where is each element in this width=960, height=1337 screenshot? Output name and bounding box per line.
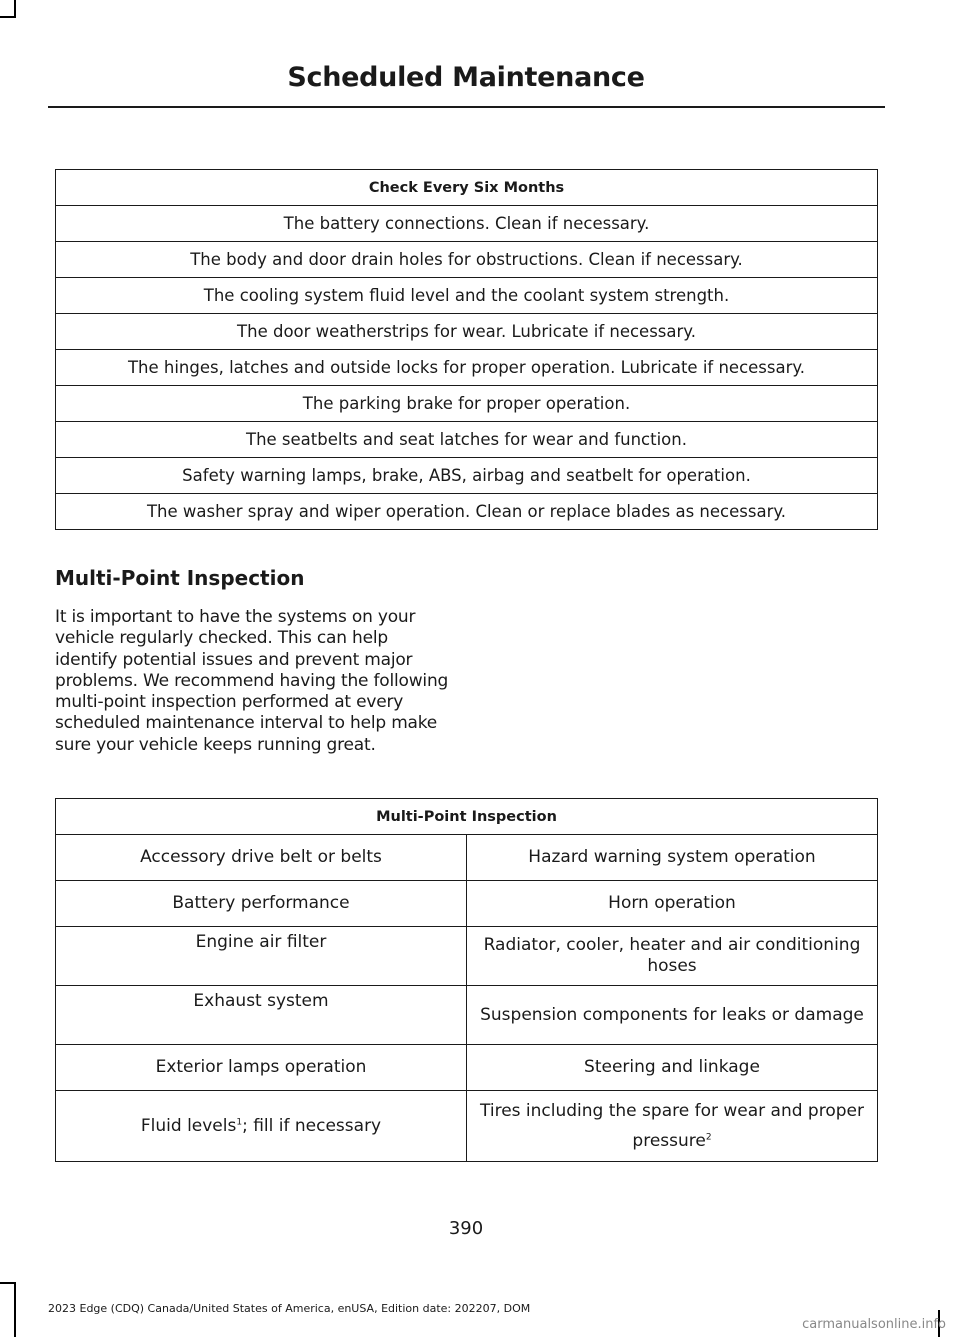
table-cell-left: Exterior lamps operation (56, 1045, 467, 1091)
page-number: 390 (448, 1218, 484, 1239)
crop-mark (0, 16, 16, 18)
table-row (56, 986, 878, 1045)
table-cell-right: Steering and linkage (467, 1045, 878, 1091)
footer-edition-info: 2023 Edge (CDQ) Canada/United States of America, enUSA, Edition date: 202207, DOM (48, 1302, 531, 1315)
table-row (56, 206, 878, 242)
table-row (56, 458, 878, 494)
table-cell-left: Accessory drive belt or belts (56, 835, 467, 881)
table-cell: The body and door drain holes for obstructions. Clean if necessary. (56, 242, 878, 278)
table-cell: The door weatherstrips for wear. Lubricate if necessary. (56, 314, 878, 350)
table-cell: The seatbelts and seat latches for wear and function. (56, 422, 878, 458)
table-cell-right: Suspension components for leaks or damage (467, 986, 878, 1045)
crop-mark (0, 1282, 16, 1284)
table-row (56, 1091, 878, 1162)
table-row (56, 881, 878, 927)
table-cell-left: Exhaust system (56, 986, 467, 1045)
table-row (56, 242, 878, 278)
page-title: Scheduled Maintenance (287, 62, 645, 93)
table-header-row (56, 170, 878, 206)
footnote-marker: 2 (705, 1132, 712, 1143)
table-cell-left: Battery performance (56, 881, 467, 927)
multi-point-table (55, 798, 878, 1162)
table-cell: The hinges, latches and outside locks for proper operation. Lubricate if necessary. (56, 350, 878, 386)
table-row (56, 350, 878, 386)
six-months-table (55, 169, 878, 530)
table-cell: The battery connections. Clean if necessary. (56, 206, 878, 242)
cell-text: ; fill if necessary (242, 1115, 382, 1136)
cell-text: Fluid levels (140, 1115, 237, 1136)
table-cell-right: Horn operation (467, 881, 878, 927)
intro-paragraph: It is important to have the systems on your vehicle regularly checked. This can help identify potential issues and prevent major problems. We recommend having the following multi-point inspection performed at every scheduled maintenance interval to help make sure your vehicle keeps running great. (55, 607, 449, 755)
crop-mark (14, 1282, 16, 1337)
table-cell-left: Engine air filter (56, 927, 467, 986)
footnote-marker: 1 (236, 1116, 243, 1127)
table-cell-right: Hazard warning system operation (467, 835, 878, 881)
table-row (56, 927, 878, 986)
header-divider (48, 106, 885, 108)
table-row (56, 278, 878, 314)
table-cell-right: Radiator, cooler, heater and air conditioning hoses (467, 927, 878, 986)
table-row (56, 314, 878, 350)
table-cell: Safety warning lamps, brake, ABS, airbag and seatbelt for operation. (56, 458, 878, 494)
table-row (56, 422, 878, 458)
table-row (56, 835, 878, 881)
table-row (56, 386, 878, 422)
table-cell-right (467, 1091, 878, 1162)
table-cell: The washer spray and wiper operation. Clean or replace blades as necessary. (56, 494, 878, 530)
table-row (56, 1045, 878, 1091)
table-heading: Check Every Six Months (56, 170, 878, 206)
table-cell: The parking brake for proper operation. (56, 386, 878, 422)
cell-text: Tires including the spare for wear and proper pressure (480, 1101, 864, 1151)
watermark: carmanualsonline.info (802, 1317, 946, 1332)
table-row (56, 494, 878, 530)
section-heading: Multi-Point Inspection (55, 566, 305, 590)
table-cell: The cooling system fluid level and the coolant system strength. (56, 278, 878, 314)
table-cell-left (56, 1091, 467, 1162)
table-header-row (56, 799, 878, 835)
table-heading: Multi-Point Inspection (56, 799, 878, 835)
